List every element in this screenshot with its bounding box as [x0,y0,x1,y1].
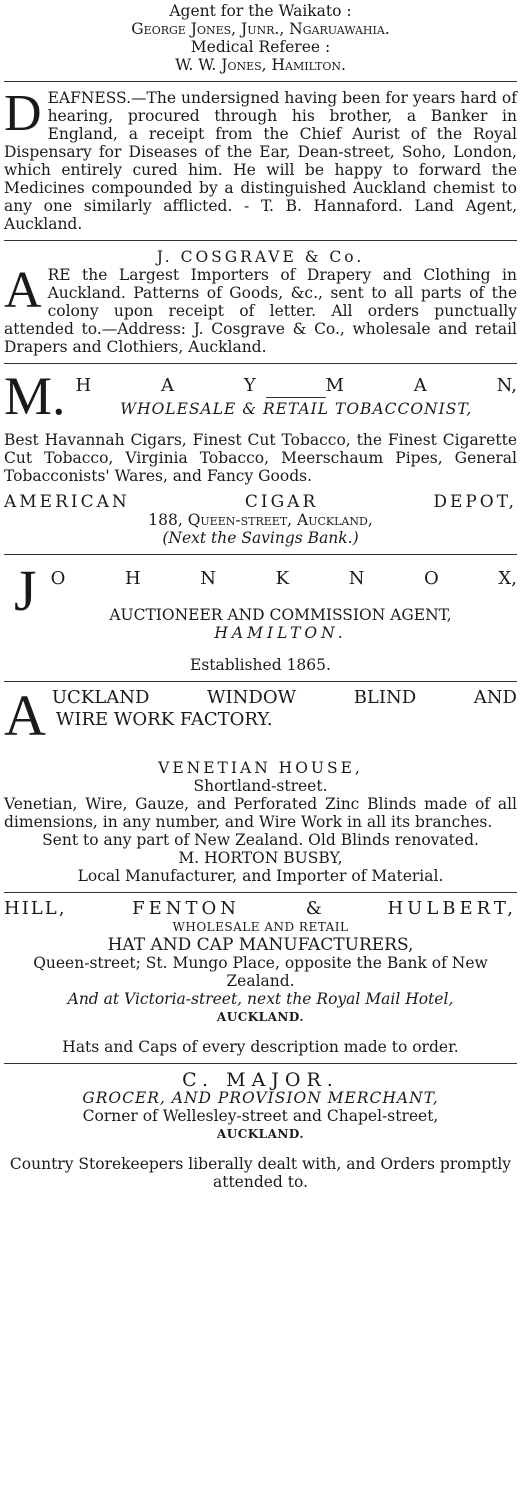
depot-word: DEPOT, [433,492,517,512]
divider [4,681,517,682]
title-word: UCKLAND [51,687,150,708]
divider [4,1063,517,1064]
name-word: & [305,898,322,919]
major-note: Country Storekeepers liberally dealt with, and Orders promptly attended to. [9,1155,512,1191]
name-word: HILL, [4,898,67,919]
divider [4,892,517,893]
knox-established: Established 1865. [190,656,331,674]
major-city: AUCKLAND. [216,1127,305,1141]
blinds-text: Venetian, Wire, Gauze, and Perforated Zinc Blinds made of all dimensions, in any number, and Wire Work in all its branches. [4,795,517,831]
name-letter: Y [243,375,256,396]
title-word: WINDOW [207,687,297,708]
name-letter: A [413,375,427,396]
hill-also: And at Victoria-street, next the Royal Mail Hotel, [67,990,454,1008]
hayman-name [76,377,517,395]
hill-city: AUCKLAND. [216,1010,305,1024]
name-letter: N, [496,375,517,396]
major-trade: GROCER, AND PROVISION MERCHANT, [82,1089,439,1107]
major-corner: Corner of Wellesley-street and Chapel-street, [82,1107,439,1125]
name-letter: H [124,568,141,589]
divider [4,240,517,241]
name-letter: A [161,375,175,396]
hayman-note: (Next the Savings Bank.) [162,529,359,547]
major-name: C. MAJOR. [182,1069,339,1091]
name-letter: N [200,568,217,589]
depot-word: CIGAR [244,492,319,512]
name-letter: H [75,375,92,396]
divider [4,81,517,82]
hayman-subtitle: WHOLESALE & RETAIL TOBACCONIST, [120,400,473,418]
hill-note: Hats and Caps of every description made to order. [62,1038,459,1056]
agent-label: Agent for the Waikato : [169,2,352,20]
depot-word: AMERICAN [4,492,130,512]
blinds-sent: Sent to any part of New Zealand. Old Blinds renovated. [42,831,479,849]
drop-cap: M. [4,366,66,426]
blinds-street: Shortland-street. [193,777,328,795]
hayman-text: Best Havannah Cigars, Finest Cut Tobacco, the Finest Cigarette Cut Tobacco, Virginia Tobacco, Meerschaum Pipes, General Tobacconists' Wares, and Fancy Goods. [4,431,517,485]
knox-role: AUCTIONEER AND COMMISSION AGENT, [109,606,452,624]
name-letter: N [348,568,365,589]
deafness-advertisement [4,85,517,233]
ornament-rule [266,397,326,398]
divider [4,363,517,364]
name-letter: K [275,568,290,589]
agent-header [4,2,517,74]
deafness-text: EAFNESS.—The undersigned having been for years hard of hearing, procured through his brother, a Banker in England, a receipt from the Chief Aurist of the Royal Dispensary for Diseases of the Ear, Dean-street, Soho, London, which entirely cured him. He will be happy to forward the Medicines compounded by a distinguished Auckland chemist to any one similarly afflicted. - T. B. Hannaford. Land Agent, Auckland. [4,89,517,233]
name-word: HULBERT, [387,898,517,919]
referee-label: Medical Referee : [190,38,331,56]
drop-cap: A [4,262,42,319]
hayman-address: 188, Queen-street, Auckland, [148,511,373,529]
name-letter: O [424,568,439,589]
cosgrave-title: J. COSGRAVE & Co. [156,248,365,266]
major-advertisement [4,1071,517,1191]
hayman-advertisement [4,366,517,547]
knox-name [51,570,517,588]
cosgrave-text: RE the Largest Importers of Drapery and Clothing in Auckland. Patterns of Goods, &c., sent to all parts of the colony upon receipt of letter. All orders punctually attended to.—Address: J. Cosgrave & Co., wholesale and retail Drapers and Clothiers, Auckland. [4,266,517,356]
hill-address: Queen-street; St. Mungo Place, opposite the Bank of New Zealand. [33,954,488,990]
name-letter: M [325,375,344,396]
agent-name: George Jones, Junr., Ngaruawahia. [131,20,390,38]
drop-cap: J [14,558,37,623]
blinds-owner-role: Local Manufacturer, and Importer of Material. [77,867,444,885]
knox-place: HAMILTON. [214,624,347,642]
name-letter: O [50,568,66,589]
divider [4,554,517,555]
window-blind-advertisement [4,683,517,885]
name-word: FENTON [132,898,241,919]
title-word: AND [473,687,517,708]
name-letter: X, [498,568,517,589]
hill-trade: HAT AND CAP MANUFACTURERS, [107,935,414,955]
blinds-house: VENETIAN HOUSE, [158,759,363,777]
blinds-title-line2: WIRE WORK FACTORY. [55,709,273,730]
hill-fenton-hulbert-advertisement [4,900,517,1056]
drop-cap: D [4,85,42,142]
title-word: BLIND [353,687,417,708]
hill-wholesale: WHOLESALE AND RETAIL [172,920,349,934]
referee-name: W. W. Jones, Hamilton. [175,56,346,74]
drop-cap: A [4,683,46,748]
knox-advertisement [4,558,517,674]
blinds-owner: M. HORTON BUSBY, [178,849,343,867]
blinds-title-line1 [52,689,517,707]
hill-name [4,900,517,918]
cosgrave-advertisement [4,248,517,356]
american-cigar-depot [4,493,517,511]
